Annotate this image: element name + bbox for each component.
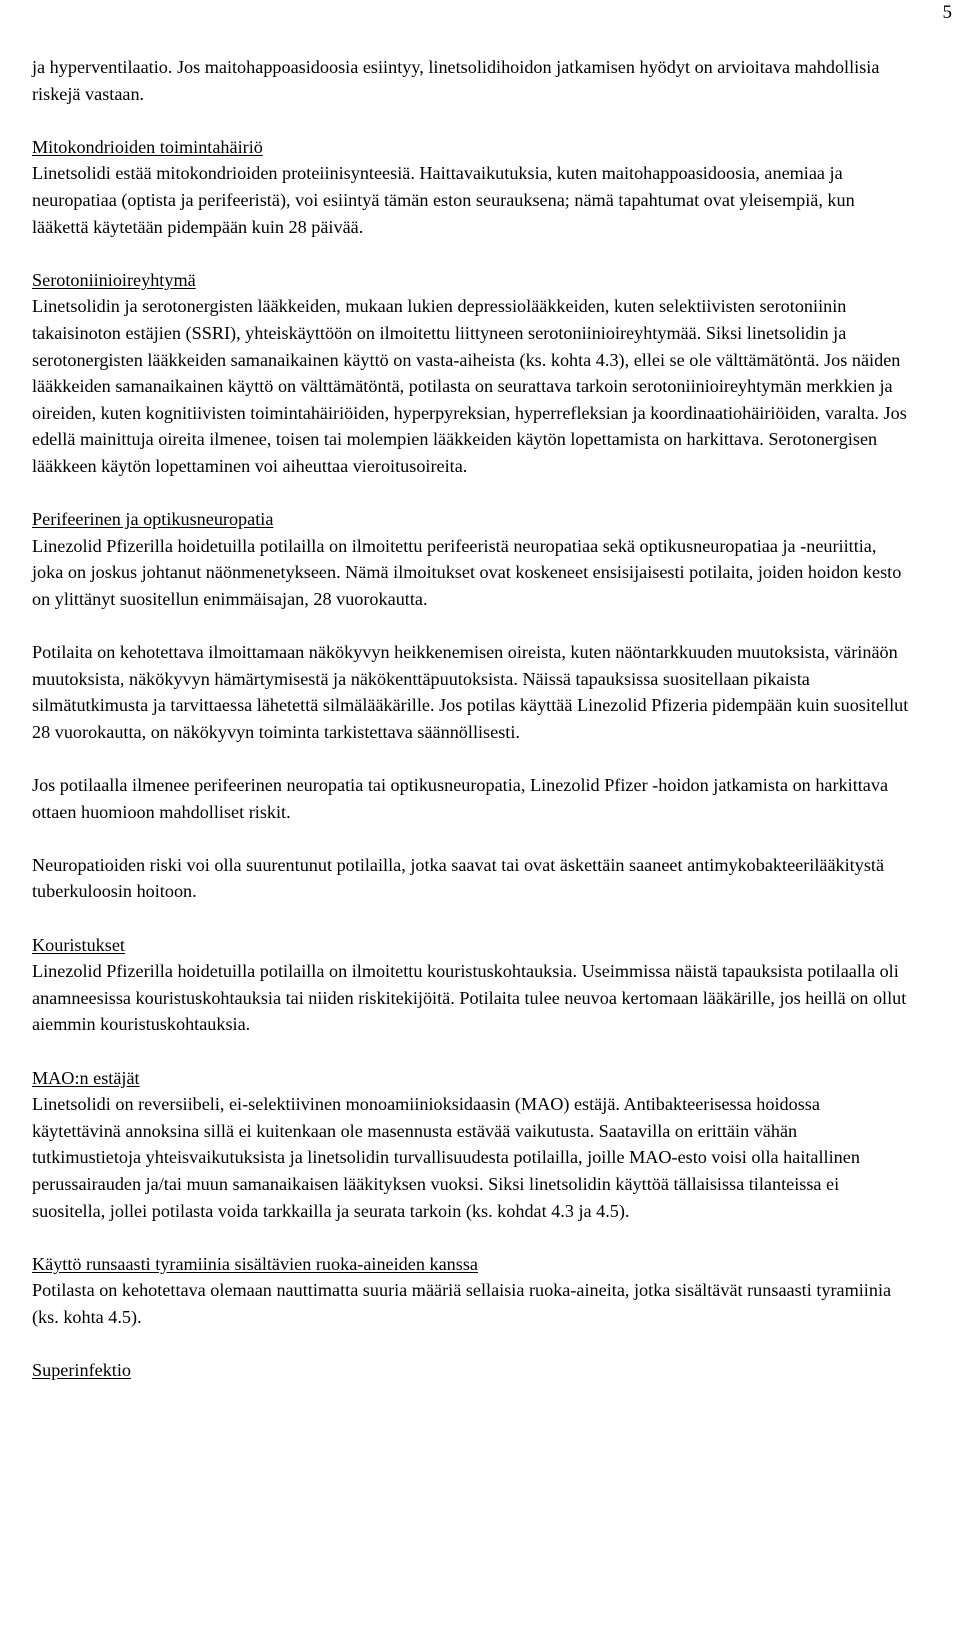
paragraph-text: Neuropatioiden riski voi olla suurentunut potilailla, jotka saavat tai ovat äskettäin saaneet antimykobakteerilääkitystä tuberkuloosin hoitoon.: [32, 854, 885, 902]
section-heading: Superinfektio: [32, 1360, 132, 1381]
section-mao-inhibitors: [32, 1065, 910, 1225]
page-number: 5: [942, 2, 952, 23]
paragraph-text: Potilasta on kehotettava olemaan nauttimatta suuria määriä sellaisia ruoka-aineita, jotka sisältävät runsaasti tyramiinia (ks. kohta 4.5).: [32, 1280, 892, 1327]
section-tyramine-foods: [32, 1251, 910, 1331]
section-heading: Kouristukset: [32, 934, 125, 955]
section-heading: Serotoniinioireyhtymä: [32, 269, 196, 290]
paragraph-text: Linetsolidin ja serotonergisten lääkkeiden, mukaan lukien depressiolääkkeiden, kuten selektiivisten serotoniinin takaisinoton estäjien (SSRI), yhteiskäyttöön on ilmoitettu liittyneen serotoniinioireyhtymää. Siksi linetsolidin ja serotonergisten lääkkeiden samanaikainen käyttö on vasta-aiheista (ks. kohta 4.3), ellei se ole välttämätöntä. Jos näiden lääkkeiden samanaikainen käyttö on välttämätöntä, potilasta on seurattava tarkoin serotoniinioireyhtymän merkkien ja oireiden, kuten kognitiivisten toimintahäiriöiden, hyperpyreksian, hyperrefleksian ja koordinaatiohäiriöiden, varalta. Jos edellä mainittuja oireita ilmenee, toisen tai molempien lääkkeiden käytön lopettamista on harkittava. Serotonergisen lääkkeen käytön lopettaminen voi aiheuttaa vieroitusoireita.: [32, 296, 907, 476]
section-mitochondrial-dysfunction: [32, 134, 910, 240]
paragraph-text: Linetsolidi on reversiibeli, ei-selektiivinen monoamiinioksidaasin (MAO) estäjä. Antibakteerisessa hoidossa käytettävinä annoksina sillä ei kuitenkaan ole masennusta estävää vaikutusta. Saatavilla on erittäin vähän tutkimustietoja yhteisvaikutuksista ja linetsolidin turvallisuudesta potilailla, joille MAO-esto voisi olla haitallinen perussairauden ja/tai muun samanaikaisen lääkityksen vuoksi. Siksi linetsolidin käyttöä tällaisissa tilanteissa ei suositella, jollei potilasta voida tarkkailla ja seurata tarkoin (ks. kohdat 4.3 ja 4.5).: [32, 1094, 860, 1221]
section-superinfection: [32, 1357, 910, 1384]
paragraph-block-1: [32, 54, 910, 107]
section-serotonin-syndrome: [32, 267, 910, 480]
paragraph-text: Potilaita on kehotettava ilmoittamaan näkökyvyn heikkenemisen oireista, kuten näöntarkkuuden muutoksista, värinäön muutoksista, näkökyvyn hämärtymisestä ja näkökenttäpuutoksista. Näissä tapauksissa suositellaan pikaista silmätutkimusta ja tarvittaessa lähetettä silmälääkärille. Jos potilas käyttää Linezolid Pfizeria pidempään kuin suositellut 28 vuorokautta, on näkökyvyn toiminta tarkistettava säännöllisesti.: [32, 642, 909, 742]
section-heading: Mitokondrioiden toimintahäiriö: [32, 136, 263, 157]
paragraph-text: Linezolid Pfizerilla hoidetuilla potilailla on ilmoitettu perifeeristä neuropatiaa sekä optikusneuropatiaa ja -neuriittia, joka on joskus johtanut näönmenetykseen. Nämä ilmoitukset ovat koskeneet ensisijaisesti potilaita, joiden hoidon kesto on ylittänyt suositellun enimmäisajan, 28 vuorokautta.: [32, 535, 902, 609]
section-heading: Käyttö runsaasti tyramiinia sisältävien ruoka-aineiden kanssa: [32, 1253, 478, 1274]
paragraph-text: Linetsolidi estää mitokondrioiden proteiinisynteesiä. Haittavaikutuksia, kuten maitohappoasidoosia, anemiaa ja neuropatiaa (optista ja perifeeristä), voi esiintyä tämän eston seurauksena; nämä tapahtumat ovat yleisempiä, kun lääkettä käytetään pidempään kuin 28 päivää.: [32, 163, 855, 237]
section-heading: Perifeerinen ja optikusneuropatia: [32, 509, 274, 530]
paragraph-text: ja hyperventilaatio. Jos maitohappoasidoosia esiintyy, linetsolidihoidon jatkamisen hyödyt on arvioitava mahdollisia riskejä vastaan.: [32, 57, 880, 104]
section-peripheral-optic-neuropathy: [32, 506, 910, 612]
section-convulsions: [32, 932, 910, 1038]
section-heading: MAO:n estäjät: [32, 1067, 140, 1088]
paragraph-block-neuropathy-continuation: [32, 772, 910, 825]
paragraph-text: Linezolid Pfizerilla hoidetuilla potilailla on ilmoitettu kouristuskohtauksia. Useimmissa näistä tapauksista potilaalla oli anamneesissa kouristuskohtauksia tai niiden riskitekijöitä. Potilaita tulee neuvoa kertomaan lääkärille, jos heillä on ollut aiemmin kouristuskohtauksia.: [32, 961, 907, 1035]
paragraph-block-vision: [32, 639, 910, 745]
paragraph-text: Jos potilaalla ilmenee perifeerinen neuropatia tai optikusneuropatia, Linezolid Pfizer -hoidon jatkamista on harkittava ottaen huomioon mahdolliset riskit.: [32, 775, 889, 822]
paragraph-block-neuropathy-risk: [32, 852, 910, 905]
